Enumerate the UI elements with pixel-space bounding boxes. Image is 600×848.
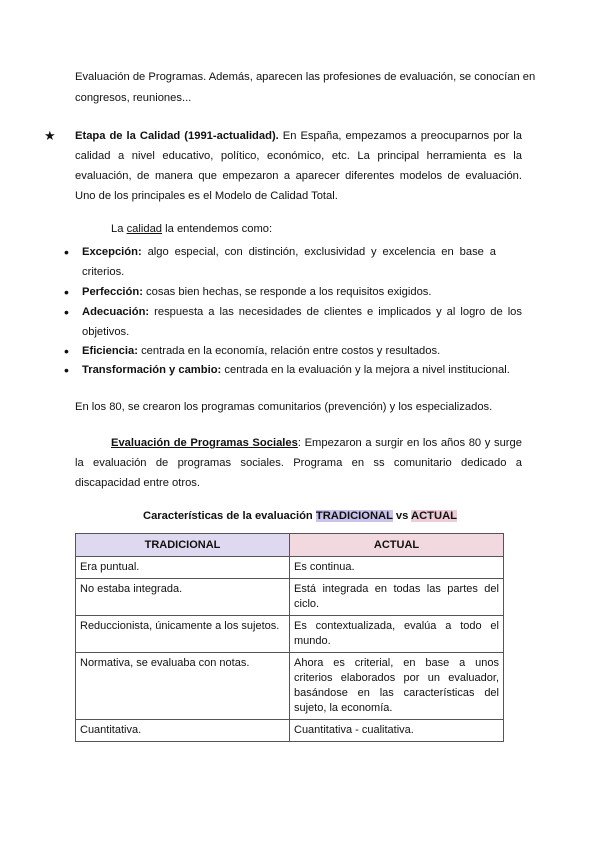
- header-actual: ACTUAL: [290, 534, 504, 557]
- table-row: [76, 579, 504, 616]
- social-paragraph: [75, 433, 522, 493]
- bullet-text: cosas bien hechas, se responde a los requisitos exigidos.: [142, 286, 432, 298]
- quality-heading: Etapa de la Calidad (1991-actualidad).: [75, 130, 279, 142]
- definition-prefix: La: [111, 223, 127, 235]
- bullet-term: Transformación y cambio:: [82, 364, 222, 376]
- social-heading: Evaluación de Programas Sociales: [111, 437, 298, 449]
- intro-line-1: Evaluación de Programas. Además, aparecen las profesiones de evaluación, se conocían en: [75, 71, 536, 83]
- cell-actual: Es contextualizada, evalúa a todo el mundo.: [290, 616, 504, 653]
- table-row: [76, 720, 504, 742]
- caption-vs: vs: [392, 510, 411, 522]
- bullet-term: Excepción:: [82, 246, 142, 258]
- star-bullet-icon: ★: [44, 128, 56, 143]
- cell-actual: Está integrada en todas las partes del ciclo.: [290, 579, 504, 616]
- bullet-text: centrada en la evaluación y la mejora a nivel institucional.: [221, 364, 510, 376]
- table-row: [76, 616, 504, 653]
- bullet-text: respuesta a las necesidades de clientes e implicados y al logro de los objetivos.: [82, 306, 522, 338]
- bullet-transformacion: [82, 360, 532, 380]
- bullet-term: Perfección:: [82, 286, 143, 298]
- bullet-icon: •: [64, 343, 69, 359]
- bullet-text: algo especial, con distinción, exclusividad y excelencia en base a criterios.: [82, 246, 496, 278]
- eighties-line: En los 80, se crearon los programas comunitarios (prevención) y los especializados.: [75, 401, 493, 413]
- bullet-icon: •: [64, 284, 69, 300]
- caption-prefix: Características de la evaluación: [143, 510, 316, 522]
- cell-actual: Ahora es criterial, en base a unos criterios elaborados por un evaluador, basándose en las características del sujeto, la economía.: [290, 653, 504, 720]
- bullet-perfeccion: [82, 282, 522, 302]
- definition-term: calidad: [126, 223, 163, 235]
- quality-text: En España, empezamos a preocuparnos por la calidad a nivel educativo, político, económico, etc. La principal herramienta es la evaluación, de manera que empezaron a aparecer diferentes modelos de evaluación. Uno de los principales es el Modelo de Calidad Total.: [75, 130, 522, 202]
- definition-line: [111, 219, 272, 239]
- caption-actual: ACTUAL: [411, 510, 457, 522]
- bullet-term: Eficiencia:: [82, 345, 138, 357]
- bullet-term: Adecuación:: [82, 306, 150, 318]
- bullet-excepcion: [82, 242, 496, 282]
- header-tradicional: TRADICIONAL: [76, 534, 290, 557]
- cell-tradicional: Reduccionista, únicamente a los sujetos.: [76, 616, 290, 653]
- cell-actual: Es continua.: [290, 557, 504, 579]
- caption-tradicional: TRADICIONAL: [315, 510, 393, 522]
- bullet-icon: •: [64, 304, 69, 320]
- bullet-adecuacion: [82, 302, 522, 342]
- intro-line-2: congresos, reuniones...: [75, 92, 192, 104]
- bullet-text: centrada en la economía, relación entre costos y resultados.: [137, 345, 441, 357]
- bullet-icon: •: [64, 244, 69, 260]
- cell-tradicional: Cuantitativa.: [76, 720, 290, 742]
- cell-tradicional: Era puntual.: [76, 557, 290, 579]
- social-text: : Empezaron a surgir en los años 80 y surge la evaluación de programas sociales. Programa en ss comunitario dedicado a discapacidad entre otros.: [75, 437, 522, 489]
- quality-paragraph: [75, 126, 522, 206]
- table-caption: [0, 506, 600, 526]
- definition-suffix: la entendemos como:: [162, 223, 273, 235]
- comparison-table: [75, 533, 504, 742]
- bullet-eficiencia: [82, 341, 522, 361]
- table-row: [76, 653, 504, 720]
- table-header-row: [76, 534, 504, 557]
- cell-tradicional: Normativa, se evaluaba con notas.: [76, 653, 290, 720]
- table-row: [76, 557, 504, 579]
- cell-tradicional: No estaba integrada.: [76, 579, 290, 616]
- cell-actual: Cuantitativa - cualitativa.: [290, 720, 504, 742]
- bullet-icon: •: [64, 362, 69, 378]
